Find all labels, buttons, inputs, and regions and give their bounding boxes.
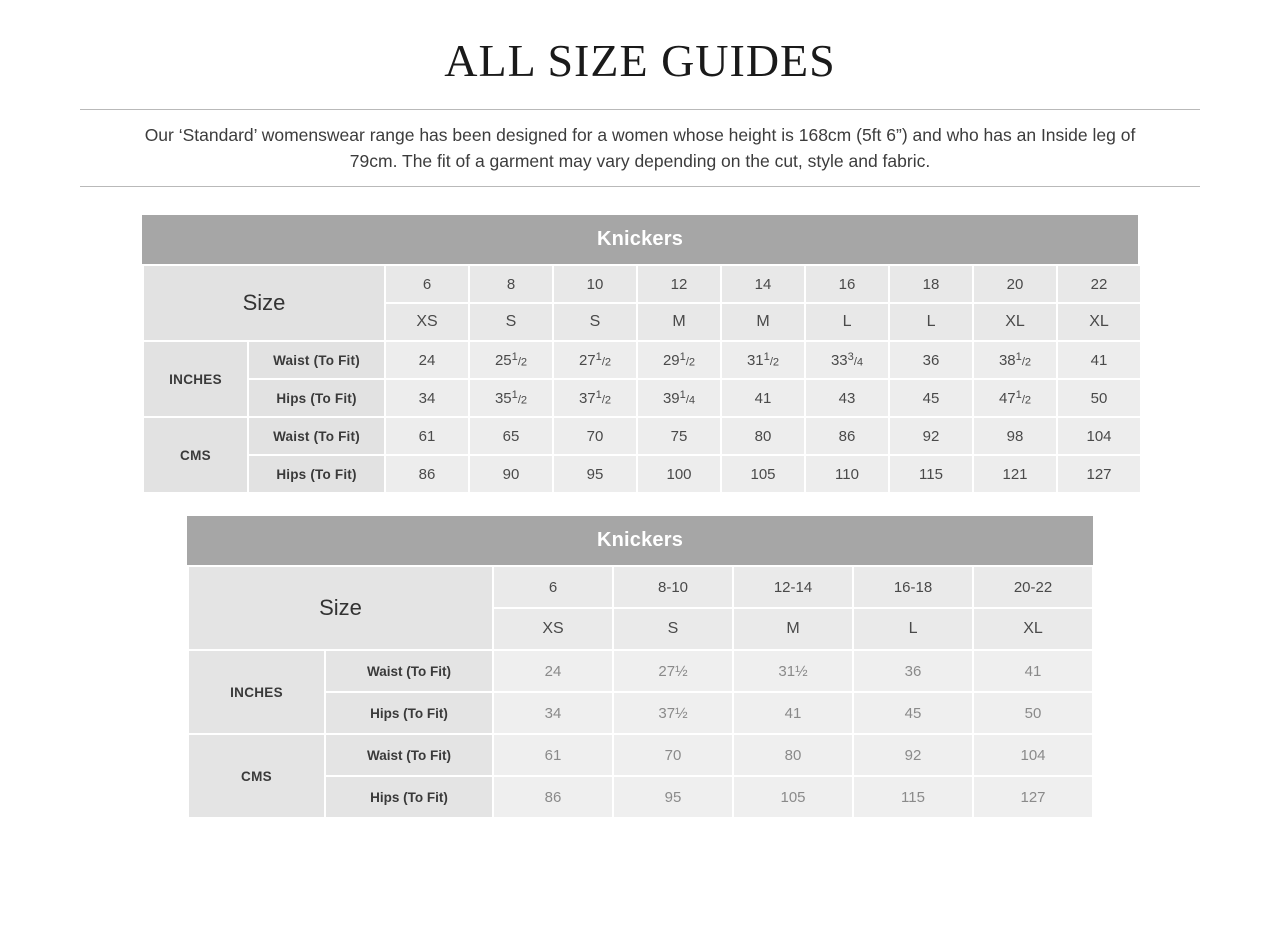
col2-head-alpha-0: XS bbox=[493, 608, 613, 650]
col-head-alpha-1: S bbox=[469, 303, 553, 341]
cell-cms-hips-3: 100 bbox=[637, 455, 721, 493]
cell2-inches-hips-0: 34 bbox=[493, 692, 613, 734]
cell2-cms-waist-3: 92 bbox=[853, 734, 973, 776]
unit2-label-inches: INCHES bbox=[188, 650, 325, 734]
row-label-waist: Waist (To Fit) bbox=[248, 341, 385, 379]
row2-label-hips-cms: Hips (To Fit) bbox=[325, 776, 493, 818]
cell-inches-hips-7: $47^1/_2$ bbox=[973, 379, 1057, 417]
col2-head-size-2: 12-14 bbox=[733, 566, 853, 608]
cell-cms-waist-8: 104 bbox=[1057, 417, 1141, 455]
col2-head-alpha-2: M bbox=[733, 608, 853, 650]
row2-label-hips: Hips (To Fit) bbox=[325, 692, 493, 734]
cell2-inches-hips-2: 41 bbox=[733, 692, 853, 734]
cell-inches-hips-5: 43 bbox=[805, 379, 889, 417]
col-head-alpha-8: XL bbox=[1057, 303, 1141, 341]
table-row bbox=[143, 417, 1141, 455]
cell-cms-hips-7: 121 bbox=[973, 455, 1057, 493]
col2-head-size-0: 6 bbox=[493, 566, 613, 608]
table1-header: Knickers bbox=[142, 215, 1138, 264]
col2-head-size-4: 20-22 bbox=[973, 566, 1093, 608]
size-table-primary bbox=[142, 215, 1138, 494]
col-head-alpha-7: XL bbox=[973, 303, 1057, 341]
col-head-size-7: 20 bbox=[973, 265, 1057, 303]
col2-head-size-1: 8-10 bbox=[613, 566, 733, 608]
col2-head-alpha-3: L bbox=[853, 608, 973, 650]
col-head-alpha-6: L bbox=[889, 303, 973, 341]
table-row bbox=[143, 265, 1141, 303]
cell2-cms-waist-0: 61 bbox=[493, 734, 613, 776]
col-head-alpha-5: L bbox=[805, 303, 889, 341]
cell-inches-hips-1: $35^1/_2$ bbox=[469, 379, 553, 417]
col-head-size-1: 8 bbox=[469, 265, 553, 303]
col-head-alpha-4: M bbox=[721, 303, 805, 341]
cell-cms-hips-4: 105 bbox=[721, 455, 805, 493]
size-table-secondary bbox=[187, 516, 1093, 819]
cell-inches-waist-2: $27^1/_2$ bbox=[553, 341, 637, 379]
cell-cms-hips-1: 90 bbox=[469, 455, 553, 493]
table-row bbox=[188, 566, 1093, 608]
cell2-inches-waist-4: 41 bbox=[973, 650, 1093, 692]
col-head-size-8: 22 bbox=[1057, 265, 1141, 303]
cell2-inches-waist-3: 36 bbox=[853, 650, 973, 692]
col-head-size-5: 16 bbox=[805, 265, 889, 303]
cell-inches-hips-3: $39^1/_4$ bbox=[637, 379, 721, 417]
cell-inches-waist-1: $25^1/_2$ bbox=[469, 341, 553, 379]
row-label-hips: Hips (To Fit) bbox=[248, 379, 385, 417]
col2-head-alpha-4: XL bbox=[973, 608, 1093, 650]
cell-cms-waist-2: 70 bbox=[553, 417, 637, 455]
cell-inches-waist-5: $33^3/_4$ bbox=[805, 341, 889, 379]
intro-section bbox=[80, 109, 1200, 188]
cell-inches-waist-0: 24 bbox=[385, 341, 469, 379]
intro-text: Our ‘Standard’ womenswear range has been designed for a women whose height is 168cm (5ft 6”) and who has an Inside leg of 79cm. The fit of a garment may vary depending on the cut, style and fabric. bbox=[144, 124, 1136, 171]
col-head-size-3: 12 bbox=[637, 265, 721, 303]
table-row bbox=[143, 455, 1141, 493]
cell2-inches-waist-1: 27½ bbox=[613, 650, 733, 692]
col-head-size-6: 18 bbox=[889, 265, 973, 303]
cell-inches-hips-8: 50 bbox=[1057, 379, 1141, 417]
cell-cms-waist-7: 98 bbox=[973, 417, 1057, 455]
row2-label-waist-cms: Waist (To Fit) bbox=[325, 734, 493, 776]
cell2-cms-hips-3: 115 bbox=[853, 776, 973, 818]
table2 bbox=[187, 565, 1094, 819]
col-head-size-2: 10 bbox=[553, 265, 637, 303]
col-head-alpha-2: S bbox=[553, 303, 637, 341]
col-head-alpha-3: M bbox=[637, 303, 721, 341]
cell-cms-hips-6: 115 bbox=[889, 455, 973, 493]
col2-head-size-3: 16-18 bbox=[853, 566, 973, 608]
cell2-cms-hips-4: 127 bbox=[973, 776, 1093, 818]
cell2-inches-hips-4: 50 bbox=[973, 692, 1093, 734]
cell2-cms-hips-1: 95 bbox=[613, 776, 733, 818]
unit-label-inches: INCHES bbox=[143, 341, 248, 417]
col2-head-alpha-1: S bbox=[613, 608, 733, 650]
cell2-cms-waist-2: 80 bbox=[733, 734, 853, 776]
cell-inches-hips-6: 45 bbox=[889, 379, 973, 417]
cell-cms-hips-5: 110 bbox=[805, 455, 889, 493]
row-label-hips-cms: Hips (To Fit) bbox=[248, 455, 385, 493]
col-head-alpha-0: XS bbox=[385, 303, 469, 341]
cell2-cms-waist-4: 104 bbox=[973, 734, 1093, 776]
cell-inches-waist-4: $31^1/_2$ bbox=[721, 341, 805, 379]
cell-inches-hips-2: $37^1/_2$ bbox=[553, 379, 637, 417]
cell-inches-hips-4: 41 bbox=[721, 379, 805, 417]
col-head-size-4: 14 bbox=[721, 265, 805, 303]
size-label-cell-2: Size bbox=[188, 566, 493, 650]
cell2-inches-hips-3: 45 bbox=[853, 692, 973, 734]
cell2-inches-hips-1: 37½ bbox=[613, 692, 733, 734]
cell-cms-hips-0: 86 bbox=[385, 455, 469, 493]
unit2-label-cms: CMS bbox=[188, 734, 325, 818]
cell-inches-waist-8: 41 bbox=[1057, 341, 1141, 379]
table-row bbox=[143, 379, 1141, 417]
col-head-size-0: 6 bbox=[385, 265, 469, 303]
cell-inches-hips-0: 34 bbox=[385, 379, 469, 417]
cell-cms-hips-8: 127 bbox=[1057, 455, 1141, 493]
cell-cms-waist-5: 86 bbox=[805, 417, 889, 455]
table2-header: Knickers bbox=[187, 516, 1093, 565]
cell-cms-waist-3: 75 bbox=[637, 417, 721, 455]
table-row bbox=[188, 650, 1093, 692]
cell-inches-waist-7: $38^1/_2$ bbox=[973, 341, 1057, 379]
cell-inches-waist-6: 36 bbox=[889, 341, 973, 379]
cell-cms-waist-4: 80 bbox=[721, 417, 805, 455]
cell-cms-waist-1: 65 bbox=[469, 417, 553, 455]
page-title: ALL SIZE GUIDES bbox=[444, 35, 836, 86]
cell-cms-waist-0: 61 bbox=[385, 417, 469, 455]
cell2-inches-waist-2: 31½ bbox=[733, 650, 853, 692]
unit-label-cms: CMS bbox=[143, 417, 248, 493]
row2-label-waist: Waist (To Fit) bbox=[325, 650, 493, 692]
size-label-cell: Size bbox=[143, 265, 385, 341]
cell2-inches-waist-0: 24 bbox=[493, 650, 613, 692]
table1 bbox=[142, 264, 1142, 494]
row-label-waist-cms: Waist (To Fit) bbox=[248, 417, 385, 455]
cell2-cms-waist-1: 70 bbox=[613, 734, 733, 776]
table-row bbox=[188, 734, 1093, 776]
table-row bbox=[143, 341, 1141, 379]
cell-cms-hips-2: 95 bbox=[553, 455, 637, 493]
cell2-cms-hips-0: 86 bbox=[493, 776, 613, 818]
cell-inches-waist-3: $29^1/_2$ bbox=[637, 341, 721, 379]
cell2-cms-hips-2: 105 bbox=[733, 776, 853, 818]
cell-cms-waist-6: 92 bbox=[889, 417, 973, 455]
